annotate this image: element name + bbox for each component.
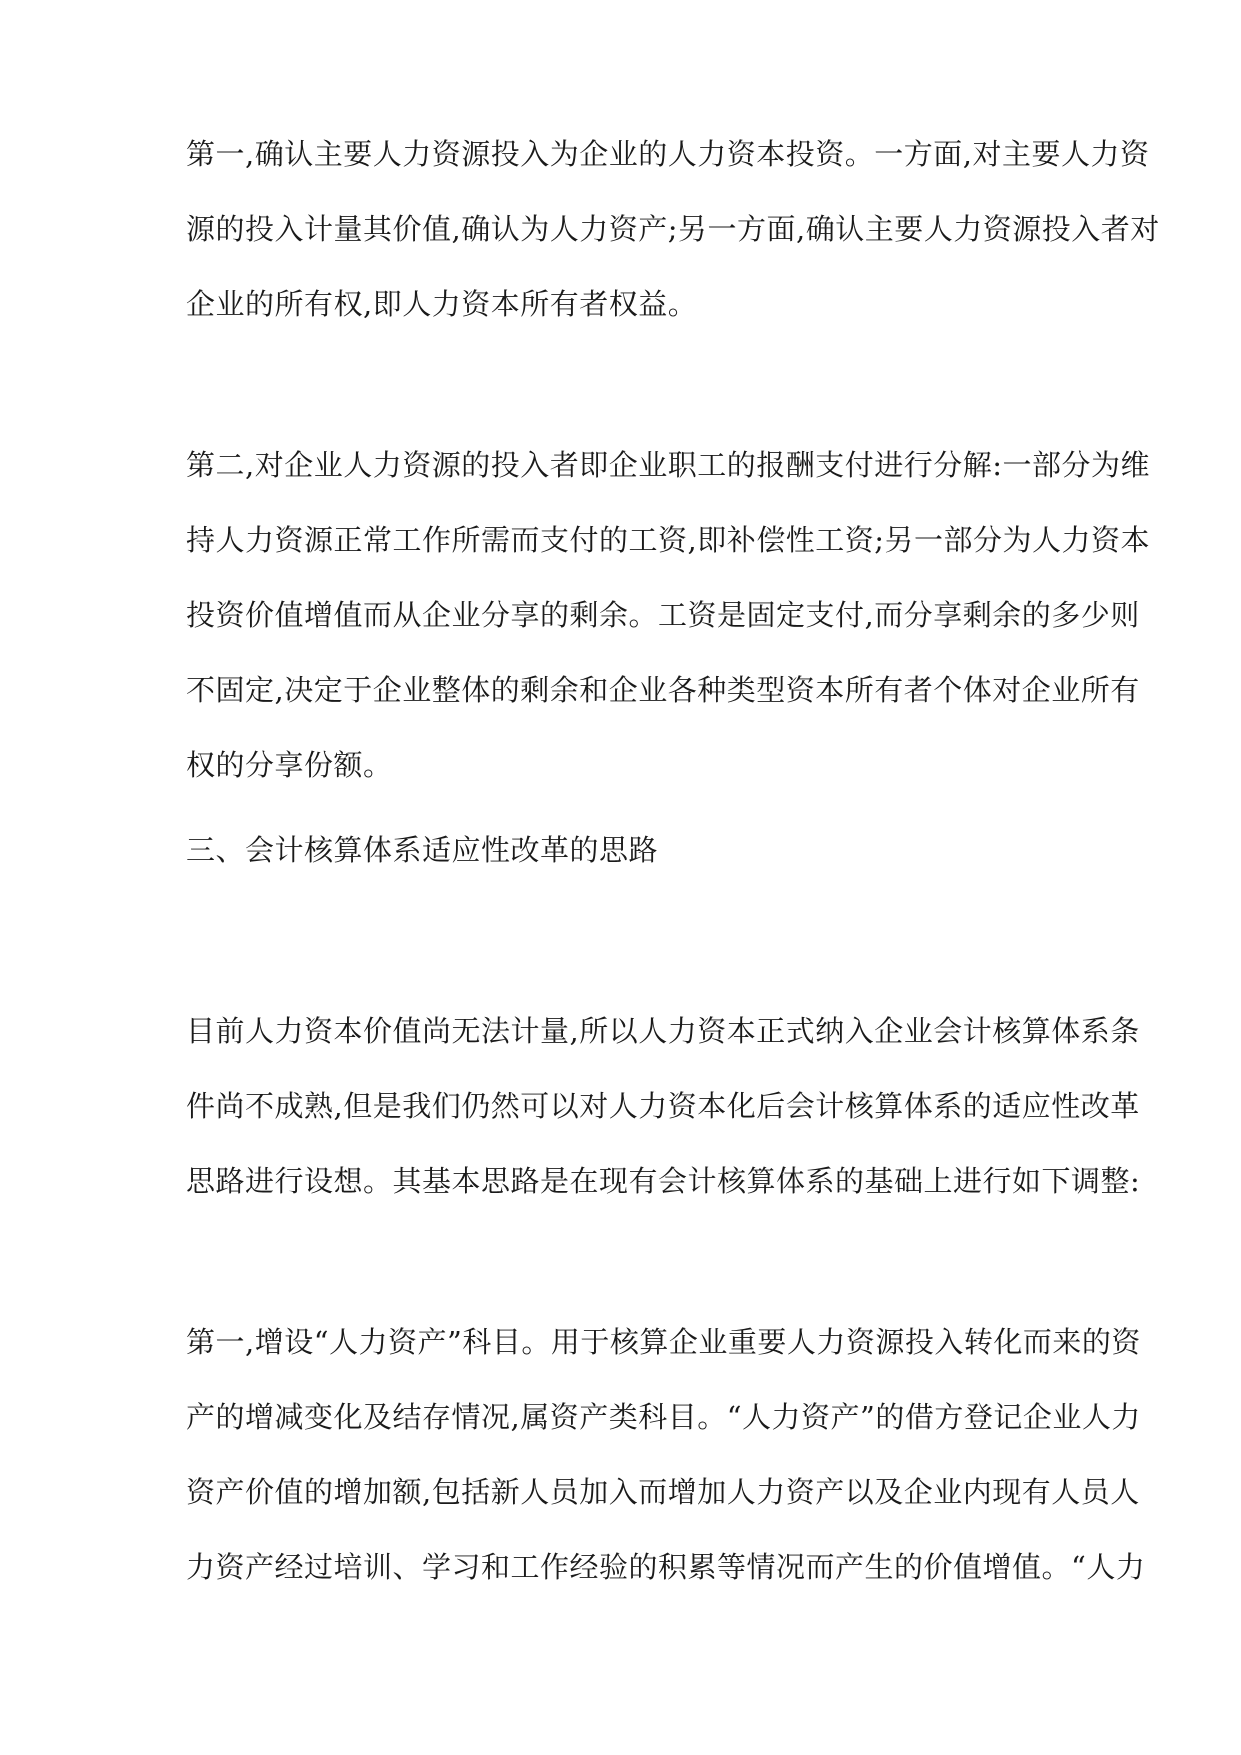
paragraph-3-line-3: 思路进行设想。其基本思路是在现有会计核算体系的基础上进行如下调整: — [186, 1164, 1141, 1198]
paragraph-2-line-3: 投资价值增值而从企业分享的剩余。工资是固定支付,而分享剩余的多少则 — [186, 598, 1140, 632]
paragraph-2-line-4: 不固定,决定于企业整体的剩余和企业各种类型资本所有者个体对企业所有 — [186, 673, 1140, 707]
paragraph-3-line-2: 件尚不成熟,但是我们仍然可以对人力资本化后会计核算体系的适应性改革 — [186, 1089, 1140, 1123]
paragraph-2-line-1: 第二,对企业人力资源的投入者即企业职工的报酬支付进行分解:一部分为维 — [186, 448, 1150, 482]
section-heading: 三、会计核算体系适应性改革的思路 — [186, 833, 659, 867]
paragraph-2-line-2: 持人力资源正常工作所需而支付的工资,即补偿性工资;另一部分为人力资本 — [186, 523, 1150, 557]
paragraph-1-line-2: 源的投入计量其价值,确认为人力资产;另一方面,确认主要人力资源投入者对 — [186, 212, 1160, 246]
paragraph-4-line-4: 力资产经过培训、学习和工作经验的积累等情况而产生的价值增值。“人力 — [186, 1550, 1146, 1584]
paragraph-4-line-1: 第一,增设“人力资产”科目。用于核算企业重要人力资源投入转化而来的资 — [186, 1325, 1141, 1359]
paragraph-4-line-2: 产的增减变化及结存情况,属资产类科目。“人力资产”的借方登记企业人力 — [186, 1400, 1141, 1434]
paragraph-2-line-5: 权的分享份额。 — [186, 748, 393, 782]
paragraph-1-line-3: 企业的所有权,即人力资本所有者权益。 — [186, 287, 698, 321]
paragraph-1-line-1: 第一,确认主要人力资源投入为企业的人力资本投资。一方面,对主要人力资 — [186, 137, 1150, 171]
paragraph-3-line-1: 目前人力资本价值尚无法计量,所以人力资本正式纳入企业会计核算体系条 — [186, 1014, 1140, 1048]
paragraph-4-line-3: 资产价值的增加额,包括新人员加入而增加人力资产以及企业内现有人员人 — [186, 1475, 1140, 1509]
